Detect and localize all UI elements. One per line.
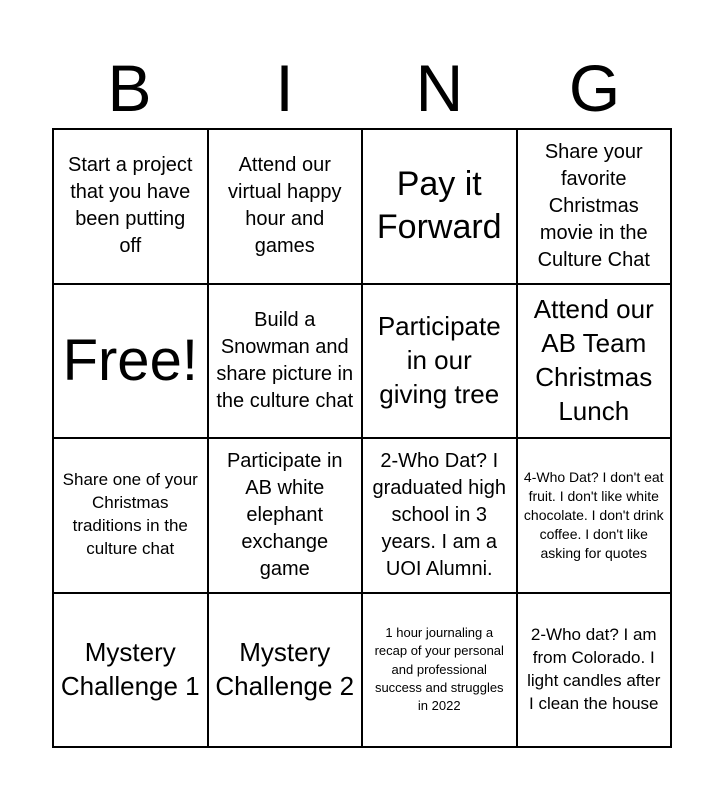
bingo-cell-1-3[interactable] xyxy=(363,130,518,285)
bingo-cell-1-2[interactable] xyxy=(209,130,364,285)
bingo-cell-4-3[interactable] xyxy=(363,594,518,749)
bingo-cell-text: Attend our virtual happy hour and games xyxy=(228,154,342,258)
bingo-cell-text: 1 hour journaling a recap of your personal and professional success and struggles in 2022 xyxy=(374,624,504,714)
bingo-cell-text: Attend our AB Team Christmas Lunch xyxy=(533,294,654,426)
bingo-cell-text: Build a Snowman and share picture in the culture chat xyxy=(216,308,354,412)
bingo-cell-free[interactable] xyxy=(54,285,209,440)
bingo-cell-text: Mystery Challenge 2 xyxy=(215,636,355,701)
bingo-cell-3-3[interactable] xyxy=(363,439,518,594)
bingo-cell-2-2[interactable] xyxy=(209,285,364,440)
bingo-cell-3-4[interactable] xyxy=(518,439,673,594)
header-letter-b: B xyxy=(107,51,152,125)
bingo-cell-text: 2-Who dat? I am from Colorado. I light candles after I clean the house xyxy=(527,624,661,713)
bingo-cell-4-2[interactable] xyxy=(209,594,364,749)
bingo-cell-text: Start a project that you have been putting off xyxy=(67,154,193,258)
bingo-cell-text: Mystery Challenge 1 xyxy=(60,636,200,701)
bingo-cell-3-2[interactable] xyxy=(209,439,364,594)
bingo-cell-1-4[interactable] xyxy=(518,130,673,285)
header-letter-g: G xyxy=(568,51,621,125)
bingo-cell-text: Participate in AB white elephant exchange game xyxy=(226,449,343,580)
bingo-cell-3-1[interactable] xyxy=(54,439,209,594)
bingo-cell-text: Share your favorite Christmas movie in the Culture Chat xyxy=(537,140,650,271)
bingo-cell-2-3[interactable] xyxy=(363,285,518,440)
bingo-cell-2-4[interactable] xyxy=(518,285,673,440)
bingo-header xyxy=(52,50,672,126)
bingo-cell-text: Share one of your Christmas traditions in the culture chat xyxy=(62,470,198,559)
bingo-cell-4-1[interactable] xyxy=(54,594,209,749)
bingo-cell-4-4[interactable] xyxy=(518,594,673,749)
free-space-label: Free! xyxy=(62,327,198,393)
bingo-cell-1-1[interactable] xyxy=(54,130,209,285)
bingo-cell-text: Pay it Forward xyxy=(376,164,502,247)
bingo-board xyxy=(52,128,672,748)
header-letter-n: N xyxy=(415,51,464,125)
bingo-cell-text: 4-Who Dat? I don't eat fruit. I don't like white chocolate. I don't drink coffee. I don't like asking for quotes xyxy=(523,468,664,561)
bingo-cell-text: Participate in our giving tree xyxy=(377,311,501,409)
bingo-cell-text: 2-Who Dat? I graduated high school in 3 years. I am a UOI Alumni. xyxy=(372,449,506,580)
header-letter-i: I xyxy=(275,51,294,125)
